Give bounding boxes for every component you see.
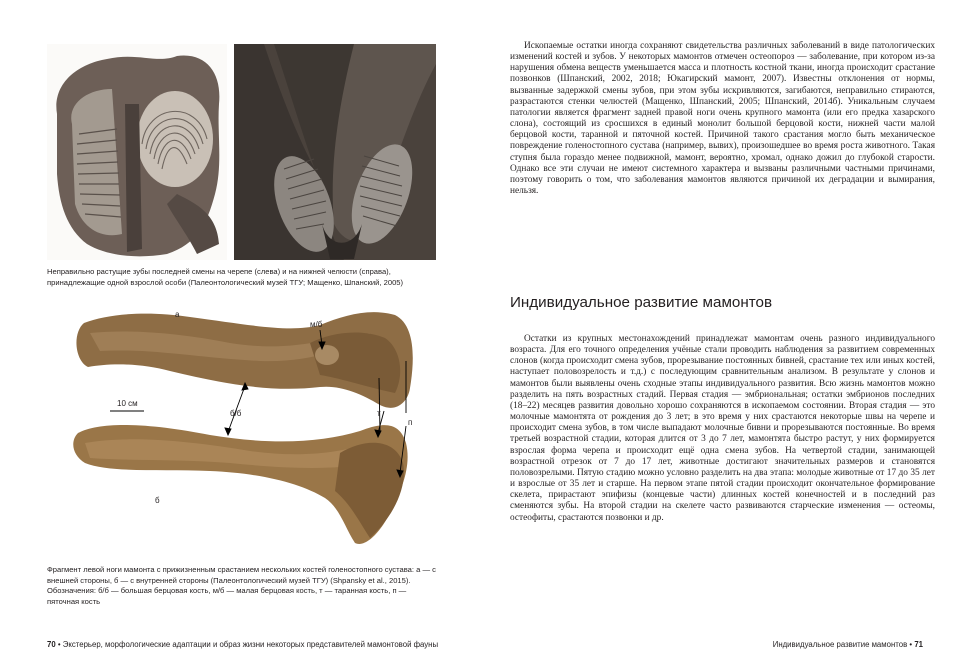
label-talus: т: [377, 409, 381, 418]
paragraph-development: Остатки из крупных местонахождений принадлежат мамонтам очень разного индивидуального возраста. Для его точного определения учёные стали проводить наблюдения за развитием современных слонов (когда происходит смена зубов, прорезывание постоянных бивней, срастание тех или иных костей, наступает половозрелость и т.д.) с последующим сравнительным анализом. В результате у слонов и мамонтов были выявлены очень сходные этапы индивидуального развития. Всю жизнь мамонтов можно разделить на пять возрастных стадий. Первая стадия — эмбриональная; остатки эмбрионов последних (18–22) месяцев развития довольно хорошо сохраняются в ископаемом состоянии. Вторая стадия — это молочные мамонтята от рождения до 3 лет; в это время у них срастаются некоторые швы на черепе и происходит смена зубов, в том числе выпадают молочные бивни и прорезываются постоянные. Во время третьей возрастной стадии, которая длится от 3 до 7 лет, мамонтята быстро растут, у них формируется взрослая форма черепа и происходит ещё одна смена зубов. На четвертой стадии, занимающей возрастной отрезок от 7 до 17 лет, животные достигают значительных размеров и становятся половозрелыми. Пятую стадию можно условно разделить на два этапа: молодые животные от 17 до 35 лет и взрослые от 35 лет и старше. На первом этапе пятой стадии происходит окончательное формирование скелета, прирастают эпифизы (концевые части) длинных костей конечностей и в последний раз сменяются зубы. На второй стадии на скелете часто развиваются старческие изменения — остеомы, остеофиты, срастаются позвонки и др.: [510, 334, 935, 523]
figure1-caption: Неправильно растущие зубы последней смены на черепе (слева) и на нижней челюсти (справа), принадлежащие одной взрослой особи (Палеонтологический музей ТГУ; Мащенко, Шпанский, 2005): [47, 267, 404, 287]
footer-bullet: •: [57, 640, 63, 649]
figure2-caption: Фрагмент левой ноги мамонта с прижизненным срастанием нескольких костей голеностопного сустава: а — с внешней стороны, б — с внутренней стороны (Палеонтологический музей ТГУ) (Shpansky et al., 2015). Обозначения: б/б — большая берцовая кость, м/б — малая берцовая кость, т — таранная кость, п — пяточная кость: [47, 565, 436, 606]
page-number-right: 71: [914, 640, 923, 649]
skull-teeth-photo: [47, 44, 227, 260]
section-heading: Индивидуальное развитие мамонтов: [510, 294, 773, 311]
jaw-teeth-photo: [234, 44, 436, 260]
footer-bullet: •: [909, 640, 915, 649]
leg-bones-photo: [70, 303, 426, 553]
page-number-left: 70: [47, 640, 56, 649]
label-tibia: б/б: [230, 409, 242, 418]
pathology-text: [510, 41, 935, 197]
running-title-left: Экстерьер, морфологические адаптации и образ жизни некоторых представителей мамонтовой фауны: [62, 640, 439, 649]
label-fibula: м/б: [310, 320, 323, 329]
label-a: а: [175, 310, 180, 319]
label-b: б: [155, 496, 160, 505]
label-calcaneus: п: [408, 418, 413, 427]
scale-bar-label: 10 см: [117, 399, 138, 408]
right-page: [480, 0, 959, 671]
right-footer: [773, 640, 923, 649]
running-title-right: Индивидуальное развитие мамонтов: [772, 640, 908, 649]
left-footer: [47, 640, 438, 649]
paragraph-pathology: Ископаемые остатки иногда сохраняют свидетельства различных заболеваний в виде патологических изменений костей и зубов. У некоторых мамонтов отмечен остеопороз — заболевание, при котором из-за нарушения обмена веществ уменьшается масса и плотность костной ткани, иногда происходит срастание позвонков (Шпанский, 2002, 2018; Юкагирский мамонт, 2007). Известны отклонения от нормы, вызванные задержкой смены зубов, при этом зубы искривляются, загибаются, неправильно стираются, разрастаются стенки челюстей (Мащенко, Шпанский, 2005; Шпанский, 2014б). Уникальным случаем патологии является фрагмент задней правой ноги очень крупного мамонта (или его предка хазарского слона), состоящий из сросшихся в единый монолит большой берцовой кости, нижней части малой берцовой кости, таранной и пяточной костей. Причиной такого срастания могло быть механическое повреждение голеностопного сустава (например, вывих), произошедшее во время роста животного. Такая ступня была гораздо менее подвижной, мамонт, вероятно, хромал, однако дожил до глубокой старости. Однако все эти случаи не имеют системного характера и вызваны различными частными причинами, поэтому говорить о том, что заболевания мамонтов являются причиной их деградации и вымирания, нельзя.: [510, 41, 935, 197]
development-text: [510, 334, 935, 524]
